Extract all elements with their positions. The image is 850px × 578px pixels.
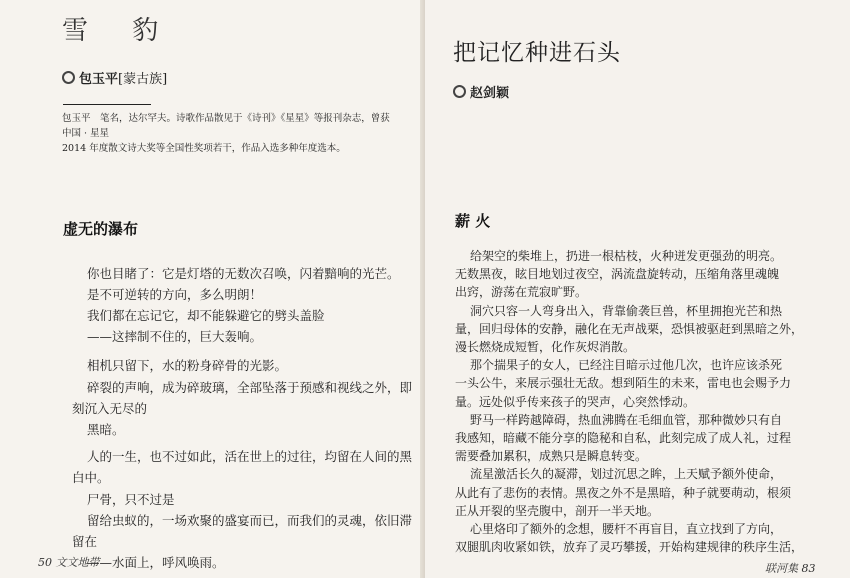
prose-line: 从此有了悲伤的表情。黑夜之外不是黑暗，种子就要萌动，根须 bbox=[455, 485, 792, 500]
prose-line: 出窍，游荡在荒寂旷野。 bbox=[455, 285, 588, 300]
bullet-circle-icon bbox=[62, 71, 75, 84]
prose-line: 无数黑夜，眩目地划过夜空，涡流盘旋转动，压缩角落里魂魄 bbox=[455, 267, 780, 282]
bio-line: 2014 年度散文诗大奖等全国性奖项若干，作品入选多种年度选本。 bbox=[62, 143, 346, 154]
poem-line: 刻沉入无尽的 bbox=[72, 401, 148, 416]
poem-line: 相机只留下，水的粉身碎骨的光影。 bbox=[87, 358, 288, 373]
poem-line: 黑暗。 bbox=[87, 422, 125, 437]
poem-line: 我们都在忘记它，却不能躲避它的劈头盖脸 bbox=[87, 308, 325, 323]
page-footer: 50 文文地带 bbox=[38, 556, 100, 569]
prose-line: 心里烙印了额外的念想，腰杆不再盲目，直立找到了方向， bbox=[470, 522, 783, 536]
section-title: 薪 火 bbox=[455, 212, 491, 230]
poem-line: ——水面上，呼风唤雨。 bbox=[87, 555, 225, 570]
essay-title: 把记忆种进石头 bbox=[453, 40, 621, 66]
section-title: 虚无的瀑布 bbox=[63, 220, 139, 238]
bullet-circle-icon bbox=[453, 85, 466, 98]
poem-line: ——这摔制不住的，巨大轰响。 bbox=[87, 329, 263, 344]
prose-line: 那个揣果子的女人，已经注目暗示过他几次，也许应该杀死 bbox=[470, 358, 783, 373]
divider bbox=[63, 104, 151, 105]
author-name: 包玉平 bbox=[79, 72, 119, 87]
prose-line: 我感知，暗藏不能分享的隐秘和自私，此刻完成了成人礼，过程 bbox=[455, 431, 792, 445]
prose-line: 正从开裂的坚壳腹中，剖开一半天地。 bbox=[455, 503, 660, 518]
prose-line: 给架空的柴堆上，扔进一根枯枝，火种迸发更强劲的明亮。 bbox=[470, 249, 783, 263]
author-line bbox=[453, 82, 509, 101]
poem-line: 是不可逆转的方向，多么明朗！ bbox=[87, 287, 263, 302]
poem-line: 碎裂的声响，成为碎玻璃，全部坠落于预感和视线之外，即 bbox=[87, 380, 413, 395]
prose-line: 量，回归母体的安静，融化在无声战栗，恐惧被驱赶到黑暗之外， bbox=[455, 321, 804, 336]
prose-line: 野马一样跨越障碍，热血沸腾在毛细血管，那种微妙只有自 bbox=[470, 412, 783, 427]
poem-line: 白中。 bbox=[72, 470, 110, 485]
prose-line: 漫长燃烧成短暂，化作灰烬消散。 bbox=[455, 340, 636, 354]
prose-line: 一头公牛，来展示强壮无敌。想到陌生的未来，雷电也会赐予力 bbox=[455, 376, 792, 391]
prose-line: 量。远处似乎传来孩子的哭声，心突然悸动。 bbox=[455, 394, 696, 409]
page-footer: 联河集 83 bbox=[765, 562, 816, 575]
bio-line: 包玉平 笔名，达尔罕夫。诗歌作品散见于《诗刊》《星星》等报刊杂志，曾获中国 · 星星 bbox=[62, 113, 390, 139]
poem-line: 你也目睹了：它是灯塔的无数次召唤，闪着黯响的光芒。 bbox=[87, 266, 400, 281]
author-ethnicity: [蒙古族] bbox=[118, 72, 168, 87]
author-name: 赵剑颖 bbox=[470, 86, 510, 101]
prose-line: 需要叠加累积，成熟只是瞬息转变。 bbox=[455, 449, 648, 464]
prose-line: 双腿肌肉收紧如铁，放弃了灵巧攀援，开始构建规律的秩序生活， bbox=[455, 540, 804, 555]
poem-line: 留在 bbox=[72, 534, 98, 549]
poem-line: 尸骨，只不过是 bbox=[87, 492, 175, 507]
poem-line: 留给虫蚁的，一场欢聚的盛宴而已，而我们的灵魂，依旧滞 bbox=[87, 513, 413, 528]
author-bio bbox=[62, 111, 392, 156]
prose-line: 流星激活长久的凝滞，划过沉思之眸，上天赋予额外使命， bbox=[470, 467, 783, 482]
right-page bbox=[425, 0, 850, 578]
author-line bbox=[62, 68, 167, 87]
poem-line: 人的一生，也不过如此，活在世上的过往，均留在人间的黑 bbox=[87, 449, 413, 464]
prose-line: 洞穴只容一人弯身出入，背靠偷袭巨兽，杯里拥抱光芒和热 bbox=[470, 303, 783, 318]
poem-title: 雪 豹 bbox=[62, 16, 177, 46]
